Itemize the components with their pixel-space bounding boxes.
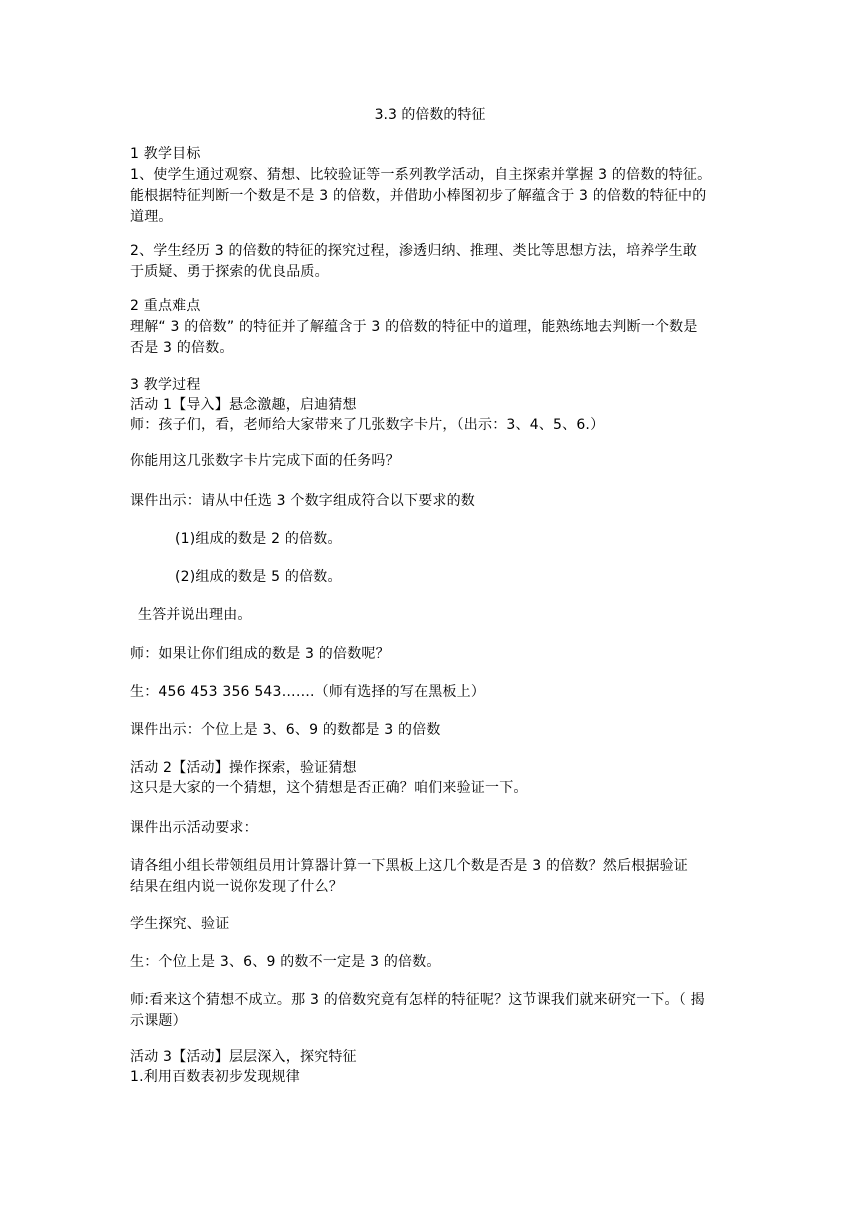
paragraph-line: 课件出示：请从中任选 3 个数字组成符合以下要求的数 xyxy=(130,493,476,509)
paragraph-line: 能根据特征判断一个数是不是 3 的倍数，并借助小棒图初步了解蕴含于 3 的倍数的特征中的 xyxy=(130,188,707,204)
paragraph-line: 生答并说出理由。 xyxy=(138,607,252,623)
paragraph-line: 这只是大家的一个猜想，这个猜想是否正确？咱们来验证一下。 xyxy=(130,780,528,796)
section-heading-process: 3 教学过程 xyxy=(130,377,201,393)
list-item: (1)组成的数是 2 的倍数。 xyxy=(175,531,342,547)
paragraph-line: 师：如果让你们组成的数是 3 的倍数呢？ xyxy=(130,646,390,662)
paragraph-line: 示课题） xyxy=(130,1013,187,1029)
paragraph-line: 1.利用百数表初步发现规律 xyxy=(130,1069,300,1085)
paragraph-line: 课件出示：个位上是 3、6、9 的数都是 3 的倍数 xyxy=(130,722,441,738)
activity-heading: 活动 3【活动】层层深入，探究特征 xyxy=(130,1049,357,1065)
paragraph-line: 生：个位上是 3、6、9 的数不一定是 3 的倍数。 xyxy=(130,954,441,970)
section-heading-goals: 1 教学目标 xyxy=(130,146,201,162)
paragraph-line: 2、学生经历 3 的倍数的特征的探究过程，渗透归纳、推理、类比等思想方法，培养学生敢 xyxy=(130,243,698,259)
paragraph-line: 1、使学生通过观察、猜想、比较验证等一系列教学活动，自主探索并掌握 3 的倍数的特征。 xyxy=(130,167,712,183)
paragraph-line: 理解“ 3 的倍数” 的特征并了解蕴含于 3 的倍数的特征中的道理，能熟练地去判断一个数是 xyxy=(130,319,698,335)
paragraph-line: 请各组小组长带领组员用计算器计算一下黑板上这几个数是否是 3 的倍数？然后根据验证 xyxy=(130,858,689,874)
paragraph-line: 课件出示活动要求： xyxy=(130,820,258,836)
list-item: (2)组成的数是 5 的倍数。 xyxy=(175,569,342,585)
paragraph-line: 于质疑、勇于探索的优良品质。 xyxy=(130,264,329,280)
paragraph-line: 你能用这几张数字卡片完成下面的任务吗？ xyxy=(130,453,400,469)
document-title: 3.3 的倍数的特征 xyxy=(374,107,486,123)
paragraph-line: 生：456 453 356 543…….（师有选择的写在黑板上） xyxy=(130,684,486,700)
activity-heading: 活动 1【导入】悬念激趣，启迪猜想 xyxy=(130,397,357,413)
section-heading-key-points: 2 重点难点 xyxy=(130,298,201,314)
paragraph-line: 道理。 xyxy=(130,209,173,225)
paragraph-line: 师:看来这个猜想不成立。那 3 的倍数究竟有怎样的特征呢？这节课我们就来研究一下。（ 揭 xyxy=(130,992,705,1008)
paragraph-line: 师：孩子们，看，老师给大家带来了几张数字卡片，（出示：3、4、5、6.） xyxy=(130,417,605,433)
activity-heading: 活动 2【活动】操作探索，验证猜想 xyxy=(130,760,357,776)
paragraph-line: 结果在组内说一说你发现了什么？ xyxy=(130,879,343,895)
paragraph-line: 学生探究、验证 xyxy=(130,916,230,932)
paragraph-line: 否是 3 的倍数。 xyxy=(130,340,234,356)
